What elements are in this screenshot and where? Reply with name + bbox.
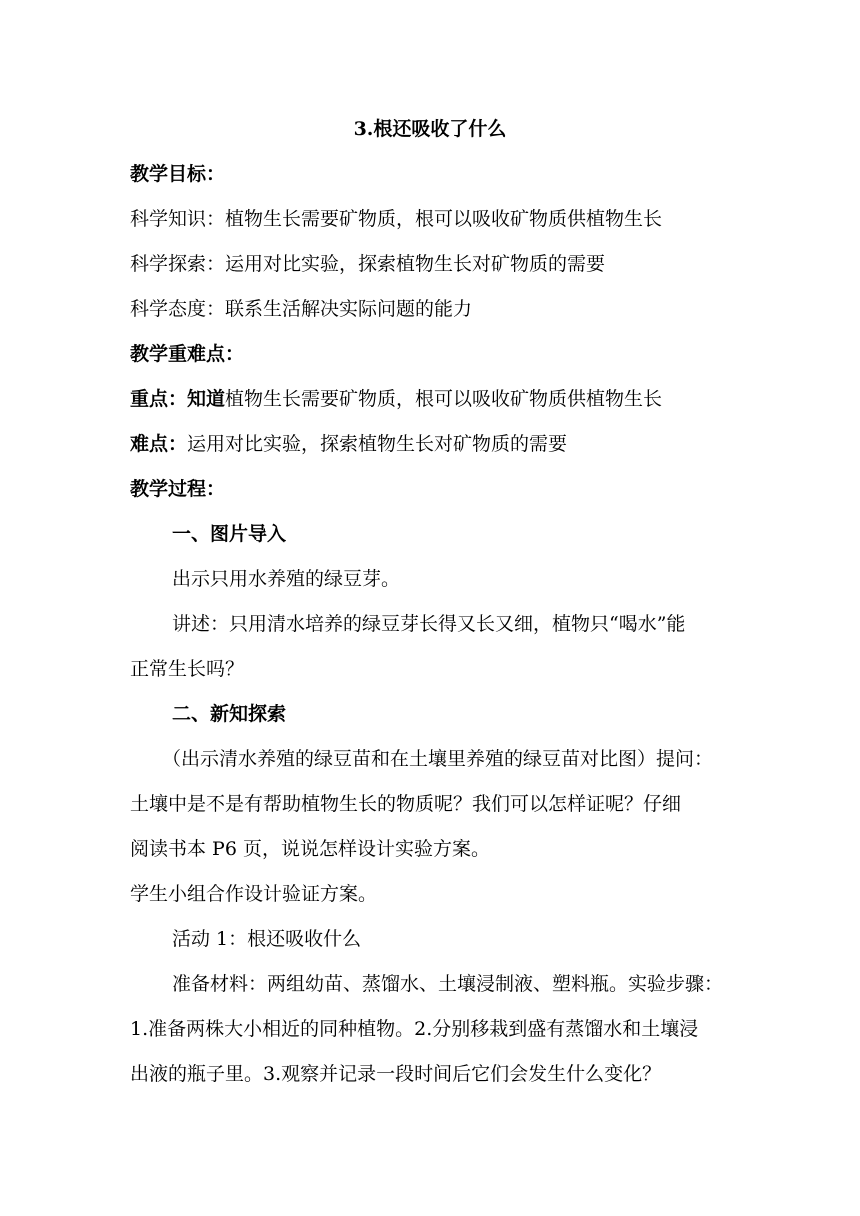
materials-line1: 准备材料：两组幼苗、蒸馏水、土壤浸制液、塑料瓶。实验步骤： — [172, 973, 724, 995]
focus-label: 重点： — [130, 388, 188, 410]
section2-paragraph1-line3: 阅读书本 P6 页，说说怎样设计实验方案。 — [130, 838, 490, 860]
difficulty-label: 难点： — [130, 433, 188, 455]
difficulty-paragraph — [130, 432, 567, 456]
objectives-heading: 教学目标： — [130, 163, 226, 185]
key-points-heading: 教学重难点： — [130, 343, 245, 365]
process-heading: 教学过程： — [130, 478, 226, 500]
objective-exploration: 科学探索：运用对比实验，探索植物生长对矿物质的需要 — [130, 253, 606, 275]
difficulty-text: 运用对比实验，探索植物生长对矿物质的需要 — [187, 433, 568, 455]
document-title: 3.根还吸收了什么 — [353, 118, 507, 140]
focus-text: 植物生长需要矿物质，根可以吸收矿物质供植物生长 — [225, 388, 663, 410]
section2-paragraph1-line2: 土壤中是不是有帮助植物生长的物质呢？我们可以怎样证呢？仔细 — [130, 793, 682, 815]
objective-attitude: 科学态度：联系生活解决实际问题的能力 — [130, 298, 473, 320]
materials-line2: 1.准备两株大小相近的同种植物。2.分别移栽到盛有蒸馏水和土壤浸 — [130, 1018, 699, 1040]
focus-bold-text: 知道 — [187, 388, 226, 410]
focus-paragraph — [130, 387, 662, 411]
activity-title: 活动 1：根还吸收什么 — [172, 928, 362, 950]
section2-heading: 二、新知探索 — [172, 703, 287, 725]
objective-knowledge: 科学知识：植物生长需要矿物质，根可以吸收矿物质供植物生长 — [130, 208, 663, 230]
materials-line3: 出液的瓶子里。3.观察并记录一段时间后它们会发生什么变化？ — [130, 1063, 662, 1085]
section2-paragraph2: 学生小组合作设计验证方案。 — [130, 883, 378, 905]
section1-heading: 一、图片导入 — [172, 523, 287, 545]
section2-paragraph1-line1: （出示清水养殖的绿豆苗和在土壤里养殖的绿豆苗对比图）提问： — [162, 748, 714, 770]
section1-paragraph1: 出示只用水养殖的绿豆芽。 — [172, 568, 401, 590]
section1-paragraph2-line2: 正常生长吗？ — [130, 658, 245, 680]
section1-paragraph2-line1: 讲述：只用清水培养的绿豆芽长得又长又细，植物只“喝水”能 — [172, 613, 686, 635]
